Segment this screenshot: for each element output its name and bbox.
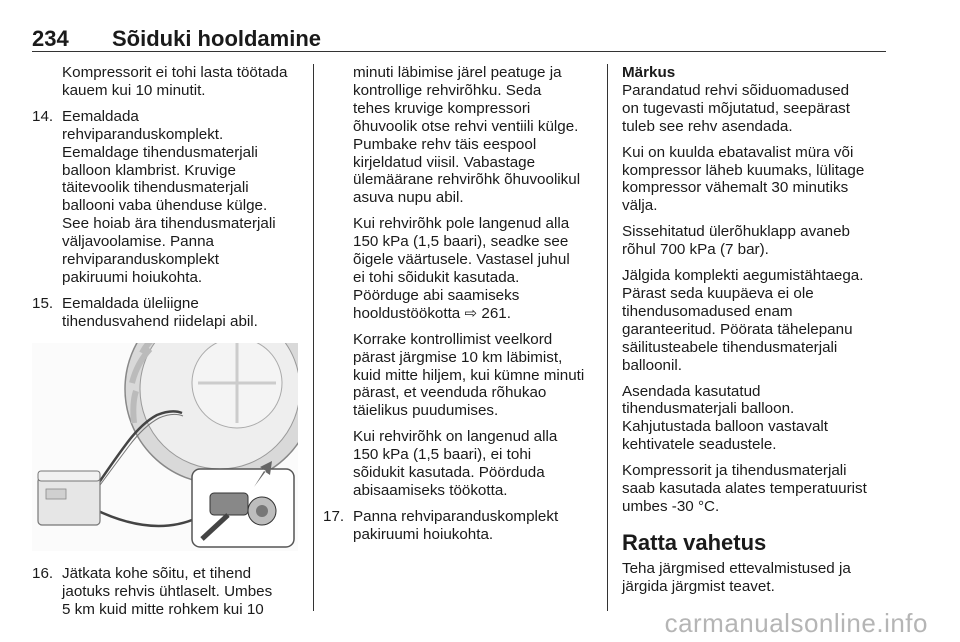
note-paragraph — [622, 462, 890, 516]
text-line: Jätkata kohe sõitu, et tihend — [62, 564, 252, 582]
note-paragraph — [622, 144, 890, 216]
paragraph — [353, 215, 595, 322]
text-line: ei tohi sõidukit kasutada. — [353, 268, 520, 286]
text-line: Kompressorit ja tihendusmaterjali — [622, 462, 847, 480]
column-divider-1 — [313, 64, 314, 611]
step-17 — [323, 508, 595, 544]
text-line: saab kasutada alates temperatuurist — [622, 480, 867, 498]
text-line: asuva nupu abil. — [353, 189, 464, 207]
column-2 — [323, 64, 595, 552]
text-line: rehviparanduskomplekt — [62, 251, 220, 269]
text-line: 150 kPa (1,5 baari), seadke see — [353, 233, 569, 251]
text-line: minuti läbimise järel peatuge ja — [353, 64, 562, 81]
column-1 — [32, 64, 298, 626]
text-line: ballooni vaba ühenduse külge. — [62, 197, 268, 215]
step-text — [62, 565, 298, 619]
page-header — [32, 26, 886, 52]
text-line: Pumbake rehv täis eespool — [353, 135, 537, 153]
note-paragraph — [622, 82, 890, 136]
paragraph — [353, 331, 595, 421]
step-number: 17. — [323, 507, 345, 525]
text-line: pärast, et veenduda rõhukao — [353, 384, 547, 402]
text-line: Asendada kasutatud — [622, 382, 761, 400]
text-line: jaotuks rehvis ühtlaselt. Umbes — [62, 582, 273, 600]
text-line: balloonil. — [622, 356, 682, 374]
section-paragraph — [622, 560, 890, 596]
note-paragraph — [622, 383, 890, 455]
text-line: pärast järgmise 10 km läbimist, — [353, 348, 563, 366]
step-text — [62, 295, 298, 331]
header-rule — [32, 51, 886, 52]
text-line: Panna rehviparanduskomplekt — [353, 507, 559, 525]
text-line: garanteeritud. Pöörata tähelepanu — [622, 320, 853, 338]
text-line: Jälgida komplekti aegumistähtaega. — [622, 267, 864, 285]
text-line: abisaamiseks töökotta. — [353, 481, 508, 499]
text-line: kompressor vähemalt 30 minutiks — [622, 179, 849, 197]
page-title: Sõiduki hooldamine — [112, 26, 322, 51]
step-number: 16. — [32, 564, 54, 582]
text-line: umbes -30 °C. — [622, 497, 720, 515]
text-line: Eemaldage tihendusmaterjali — [62, 143, 258, 161]
note-paragraph — [622, 223, 890, 259]
text-line: Kahjutustada balloon vastavalt — [622, 418, 829, 436]
text-line: ülemäärane rehvirõhk õhuvoolikul — [353, 171, 581, 189]
text-line: See hoiab ära tihendusmaterjali — [62, 215, 276, 233]
step-number: 14. — [32, 107, 54, 125]
text-line: pakiruumi hoiukohta. — [62, 268, 203, 286]
text-line: Kui rehvirõhk on langenud alla — [353, 428, 558, 446]
text-line: tihendusvahend riidelapi abil. — [62, 312, 258, 330]
text-line: Kui on kuulda ebatavalist müra või — [622, 143, 854, 161]
tire-repair-illustration — [32, 343, 298, 551]
column-3 — [622, 64, 890, 604]
text-line: Eemaldada — [62, 107, 139, 125]
text-line: kompressor läheb kuumaks, lülitage — [622, 161, 865, 179]
page-reference-link[interactable]: hooldustöökotta ⇨ 261. — [353, 304, 511, 322]
text-line: Parandatud rehvi sõiduomadused — [622, 81, 850, 99]
note-title: Märkus — [622, 64, 676, 81]
text-line: on tugevasti mõjutatud, seepärast — [622, 99, 850, 117]
step-text — [62, 108, 298, 287]
text-line: Korrake kontrollimist veelkord — [353, 330, 553, 348]
page-number: 234 — [32, 26, 69, 51]
text-line: Teha järgmised ettevalmistused ja — [622, 559, 851, 577]
intro-paragraph: Kompressorit ei tohi lasta töötada kauem kui 10 minutit. — [62, 64, 288, 99]
text-line: 150 kPa (1,5 baari), ei tohi — [353, 446, 532, 464]
text-line: Pöörduge abi saamiseks — [353, 286, 520, 304]
step-text — [353, 508, 595, 544]
section-heading: Ratta vahetus — [622, 529, 767, 555]
text-line: kuid mitte hiljem, kui kümne minuti — [353, 366, 585, 384]
paragraph — [353, 428, 595, 500]
text-line: tihendusomadused enam — [622, 302, 793, 320]
text-line: 5 km kuid mitte rohkem kui 10 — [62, 600, 264, 618]
watermark: carmanualsonline.info — [664, 608, 928, 638]
text-line: säilitusteabele tihendusmaterjali — [622, 338, 838, 356]
text-line: täitevoolik tihendusmaterjali — [62, 179, 249, 197]
text-line: täielikus puudumises. — [353, 402, 499, 420]
text-line: väljavoolamise. Panna — [62, 233, 214, 251]
text-line: sõidukit kasutada. Pöörduda — [353, 464, 545, 482]
step-15 — [32, 295, 298, 331]
text-line: tihendusmaterjali balloon. — [622, 400, 795, 418]
text-line: õigele väärtusele. Vastasel juhul — [353, 251, 570, 269]
text-line: rehviparanduskomplekt. — [62, 125, 224, 143]
illustration-svg — [32, 343, 298, 551]
text-line: Pärast seda kuupäeva ei ole — [622, 284, 814, 302]
paragraph — [353, 64, 595, 207]
step-16 — [32, 565, 298, 619]
text-line: Sissehitatud ülerõhuklapp avaneb — [622, 223, 850, 241]
text-line: Kui rehvirõhk pole langenud alla — [353, 215, 570, 233]
text-line: kehtivatele seadustele. — [622, 436, 777, 454]
text-line: rõhul 700 kPa (7 bar). — [622, 241, 769, 259]
text-line: balloon klambrist. Kruvige — [62, 161, 236, 179]
text-line: tehes kruvige kompressori — [353, 99, 531, 117]
text-line: kirjeldatud viisil. Vabastage — [353, 153, 536, 171]
note-paragraph — [622, 267, 890, 374]
text-line: välja. — [622, 197, 658, 215]
text-line: pakiruumi hoiukohta. — [353, 525, 494, 543]
text-line: Eemaldada üleliigne — [62, 294, 199, 312]
text-line: õhuvoolik otse rehvi ventiili külge. — [353, 117, 579, 135]
step-number: 15. — [32, 294, 54, 312]
text-line: järgida järgmist teavet. — [622, 577, 775, 595]
text-line: kontrollige rehvirõhku. Seda — [353, 81, 542, 99]
step-14 — [32, 108, 298, 287]
column-divider-2 — [607, 64, 608, 611]
text-line: tuleb see rehv asendada. — [622, 117, 793, 135]
